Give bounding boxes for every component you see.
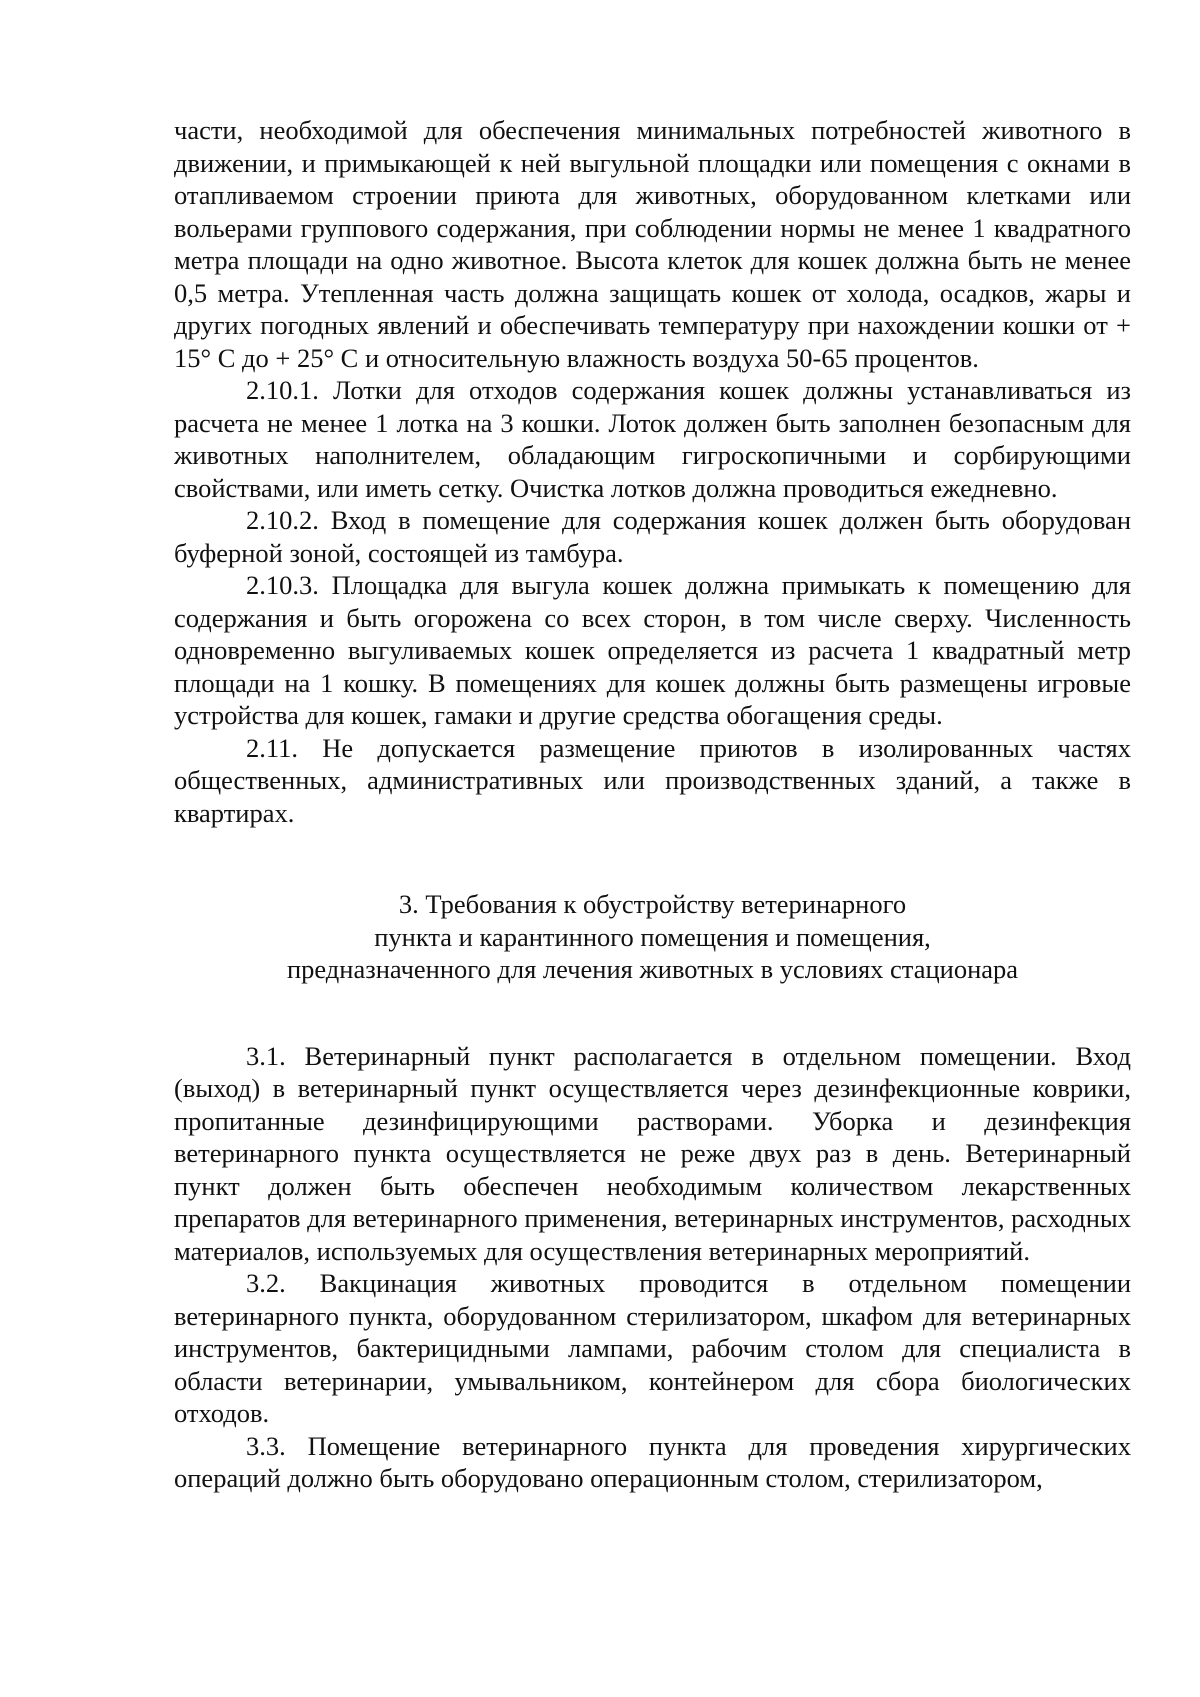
section-heading-line-1: 3. Требования к обустройству ветеринарного: [398, 889, 907, 919]
paragraph-2-10-1: 2.10.1. Лотки для отходов содержания кошек должны устанавливаться из расчета не менее 1 лотка на 3 кошки. Лоток должен быть заполнен безопасным для животных наполнителем, обладающим гигроскопичными и сорбирующими свойствами, или иметь сетку. Очистка лотков должна проводиться ежедневно.: [174, 375, 1131, 503]
paragraph-3-1: 3.1. Ветеринарный пункт располагается в отдельном помещении. Вход (выход) в ветеринарный пункт осуществляется через дезинфекционные коврики, пропитанные дезинфицирующими растворами. Уборка и дезинфекция ветеринарного пункта осуществляется не реже двух раз в день. Ветеринарный пункт должен быть обеспечен необходимым количеством лекарственных препаратов для ветеринарного применения, ветеринарных инструментов, расходных материалов, используемых для осуществления ветеринарных мероприятий.: [174, 1040, 1131, 1266]
section-heading: [174, 888, 1131, 986]
paragraph-continuation: части, необходимой для обеспечения минимальных потребностей животного в движении, и примыкающей к ней выгульной площадки или помещения с окнами в отапливаемом строении приюта для животных, оборудованном клетками или вольерами группового содержания, при соблюдении нормы не менее 1 квадратного метра площади на одно животное. Высота клеток для кошек должна быть не менее 0,5 метра. Утепленная часть должна защищать кошек от холода, осадков, жары и других погодных явлений и обеспечивать температуру при нахождении кошки от + 15° С до + 25° С и относительную влажность воздуха 50-65 процентов.: [174, 115, 1131, 373]
paragraph-2-10-2: 2.10.2. Вход в помещение для содержания кошек должен быть оборудован буферной зоной, состоящей из тамбура.: [174, 505, 1131, 568]
paragraph-3-2: 3.2. Вакцинация животных проводится в отдельном помещении ветеринарного пункта, оборудованном стерилизатором, шкафом для ветеринарных инструментов, бактерицидными лампами, рабочим столом для специалиста в области ветеринарии, умывальником, контейнером для сбора биологических отходов.: [174, 1268, 1131, 1428]
paragraph-2-10-3: 2.10.3. Площадка для выгула кошек должна примыкать к помещению для содержания и быть огорожена со всех сторон, в том числе сверху. Численность одновременно выгуливаемых кошек определяется из расчета 1 квадратный метр площади на 1 кошку. В помещениях для кошек должны быть размещены игровые устройства для кошек, гамаки и другие средства обогащения среды.: [174, 570, 1131, 730]
section-heading-line-3: предназначенного для лечения животных в условиях стационара: [286, 954, 1019, 984]
paragraph-2-11: 2.11. Не допускается размещение приютов в изолированных частях общественных, административных или производственных зданий, а также в квартирах.: [174, 732, 1131, 828]
section-heading-line-2: пункта и карантинного помещения и помещения,: [374, 921, 931, 952]
document-page: [174, 114, 1131, 1495]
paragraph-3-3: 3.3. Помещение ветеринарного пункта для проведения хирургических операций должно быть оборудовано операционным столом, стерилизатором,: [174, 1430, 1131, 1493]
